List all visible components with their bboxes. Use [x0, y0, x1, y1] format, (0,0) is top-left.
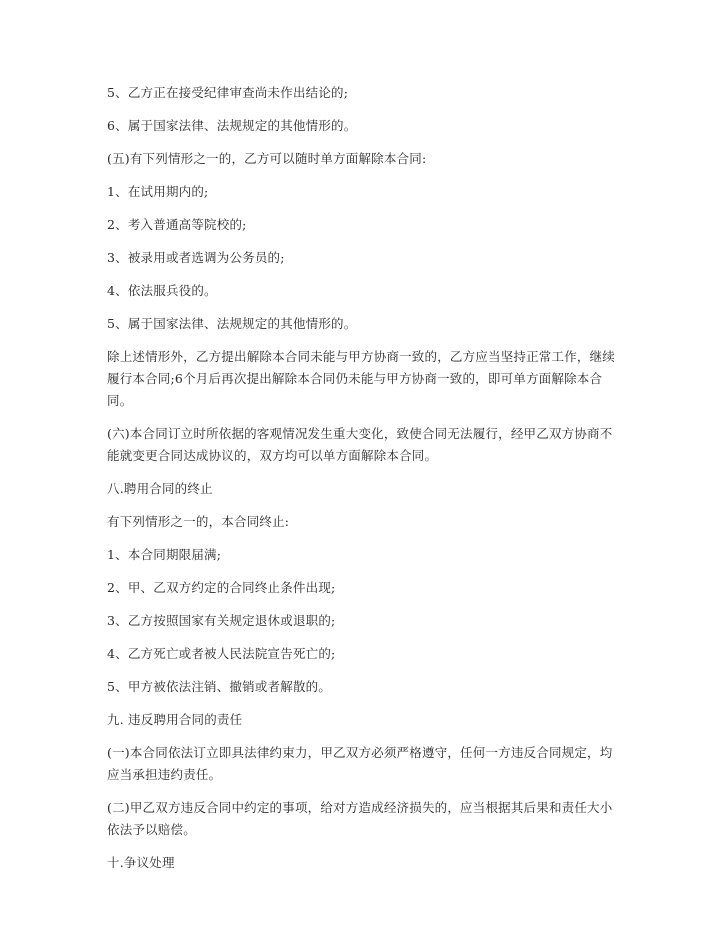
- document-body: [107, 82, 617, 885]
- section-9-paragraph-1: (一)本合同依法订立即具法律约束力，甲乙双方必须严格遵守，任何一方违反合同规定，均应当承担违约责任。: [107, 745, 613, 782]
- section-10-heading: 十.争议处理: [107, 855, 175, 870]
- list-item-5-disciplinary-review: 5、乙方正在接受纪律审查尚未作出结论的;: [107, 85, 349, 100]
- list-item-5-dissolution: 5、甲方被依法注销、撤销或者解散的。: [107, 679, 332, 694]
- list-item-3-civil-servant: 3、被录用或者选调为公务员的;: [107, 250, 285, 265]
- list-item-2-agreed-condition: 2、甲、乙双方约定的合同终止条件出现;: [107, 580, 336, 595]
- list-item-4-military-service: 4、依法服兵役的。: [107, 283, 217, 298]
- section-9-heading: 九. 违反聘用合同的责任: [107, 712, 243, 727]
- list-item-6-other-legal-cases: 6、属于国家法律、法规规定的其他情形的。: [107, 118, 357, 133]
- list-item-5-other-legal-cases: 5、属于国家法律、法规规定的其他情形的。: [107, 316, 357, 331]
- list-item-1-term-expired: 1、本合同期限届满;: [107, 547, 222, 562]
- list-item-1-probation: 1、在试用期内的;: [107, 184, 209, 199]
- section-5-heading: (五)有下列情形之一的，乙方可以随时单方面解除本合同:: [107, 151, 427, 166]
- termination-intro: 有下列情形之一的，本合同终止:: [107, 514, 290, 529]
- section-6-paragraph: (六)本合同订立时所依据的客观情况发生重大变化，致使合同无法履行，经甲乙双方协商不能就变更合同达成协议的，双方均可以单方面解除本合同。: [107, 426, 613, 463]
- list-item-4-death: 4、乙方死亡或者被人民法院宣告死亡的;: [107, 646, 336, 661]
- paragraph-unilateral-termination: 除上述情形外，乙方提出解除本合同未能与甲方协商一致的，乙方应当坚持正常工作，继续履行本合同;6个月后再次提出解除本合同仍未能与甲方协商一致的，即可单方面解除本合同。: [107, 349, 616, 408]
- section-8-heading: 八.聘用合同的终止: [107, 481, 213, 496]
- list-item-3-retirement: 3、乙方按照国家有关规定退休或退职的;: [107, 613, 336, 628]
- section-9-paragraph-2: (二)甲乙双方违反合同中约定的事项，给对方造成经济损失的，应当根据其后果和责任大小依法予以赔偿。: [107, 800, 613, 837]
- list-item-2-college-admission: 2、考入普通高等院校的;: [107, 217, 247, 232]
